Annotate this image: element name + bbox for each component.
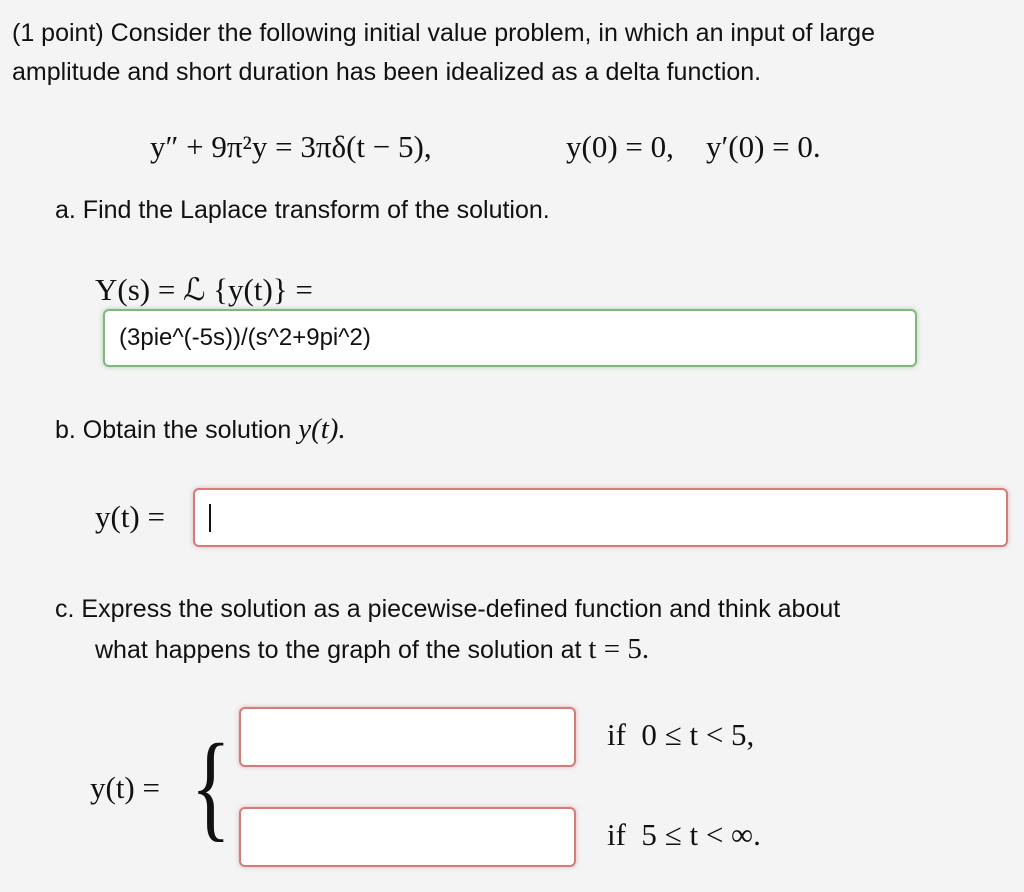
initial-condition-yprime: y′(0) = 0. <box>706 129 821 164</box>
part-a-lhs: Y(s) = ℒ {y(t)} = <box>95 272 313 307</box>
text-caret <box>209 504 211 532</box>
part-c-lhs: y(t) = <box>90 770 160 805</box>
laplace-answer-value: (3pie^(-5s))/(s^2+9pi^2) <box>119 324 371 351</box>
intro-line-2: amplitude and short duration has been idealized as a delta function. <box>12 58 762 86</box>
part-b-prompt-text: b. Obtain the solution <box>55 416 299 444</box>
piecewise-case-2-input[interactable] <box>239 807 576 867</box>
initial-condition-y: y(0) = 0, <box>566 129 674 164</box>
piecewise-case-1-input[interactable] <box>239 707 576 767</box>
part-b-prompt <box>55 409 346 450</box>
intro-line-1: (1 point) Consider the following initial value problem, in which an input of large <box>12 19 875 47</box>
laplace-answer-input[interactable] <box>103 309 917 367</box>
piecewise-case-1-condition: if 0 ≤ t < 5, <box>607 717 755 752</box>
piecewise-brace: { <box>190 719 231 852</box>
part-c-prompt-line-1: c. Express the solution as a piecewise-defined function and think about <box>55 595 841 623</box>
solution-answer-input[interactable] <box>193 488 1008 547</box>
part-c-prompt-line-2 <box>95 629 649 670</box>
part-a-prompt: a. Find the Laplace transform of the solution. <box>55 196 550 224</box>
part-c-prompt-math: t = 5. <box>588 633 650 665</box>
part-b-lhs: y(t) = <box>95 499 165 534</box>
ode-equation: y″ + 9π²y = 3πδ(t − 5), <box>150 129 432 164</box>
part-b-prompt-math: y(t). <box>298 413 346 445</box>
part-c-prompt-text: what happens to the graph of the solution at <box>95 636 589 664</box>
piecewise-case-2-condition: if 5 ≤ t < ∞. <box>607 817 761 852</box>
